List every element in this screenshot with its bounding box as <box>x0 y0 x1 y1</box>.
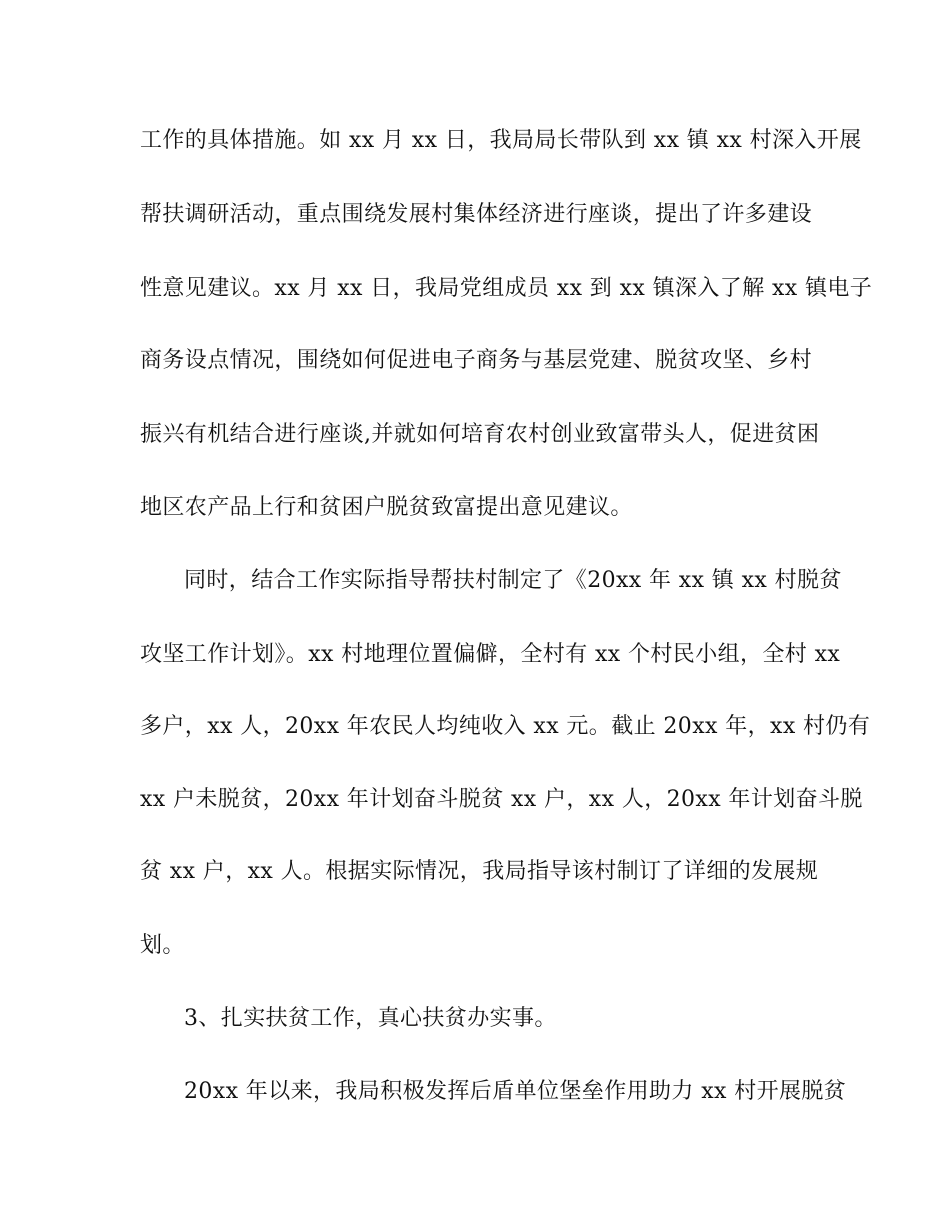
text-line-2: 帮扶调研活动，重点围绕发展村集体经济进行座谈，提出了许多建设 <box>140 202 813 227</box>
text-line-7: 同时，结合工作实际指导帮扶村制定了《20xx 年 xx 镇 xx 村脱贫 <box>184 568 842 593</box>
text-line-9: 多户，xx 人，20xx 年农民人均纯收入 xx 元。截止 20xx 年，xx 村仍有 <box>140 714 871 739</box>
section-heading: 3、扎实扶贫工作，真心扶贫办实事。 <box>184 1006 557 1031</box>
text-line-11: 贫 xx 户，xx 人。根据实际情况，我局指导该村制订了详细的发展规 <box>140 859 819 884</box>
text-line-8: 攻坚工作计划》。xx 村地理位置偏僻，全村有 xx 个村民小组，全村 xx <box>140 642 841 667</box>
text-line-10: xx 户未脱贫，20xx 年计划奋斗脱贫 xx 户，xx 人，20xx 年计划奋斗脱 <box>140 787 863 812</box>
text-line-14: 20xx 年以来，我局积极发挥后盾单位堡垒作用助力 xx 村开展脱贫 <box>184 1079 847 1104</box>
text-line-1: 工作的具体措施。如 xx 月 xx 日，我局局长带队到 xx 镇 xx 村深入开展 <box>140 128 862 153</box>
text-line-4: 商务设点情况，围绕如何促进电子商务与基层党建、脱贫攻坚、乡村 <box>140 348 813 373</box>
text-line-5: 振兴有机结合进行座谈,并就如何培育农村创业致富带头人，促进贫困 <box>140 422 820 447</box>
text-line-12: 划。 <box>140 933 185 958</box>
text-line-6: 地区农产品上行和贫困户脱贫致富提出意见建议。 <box>140 495 633 520</box>
text-line-3: 性意见建议。xx 月 xx 日，我局党组成员 xx 到 xx 镇深入了解 xx 镇电子 <box>140 276 873 301</box>
